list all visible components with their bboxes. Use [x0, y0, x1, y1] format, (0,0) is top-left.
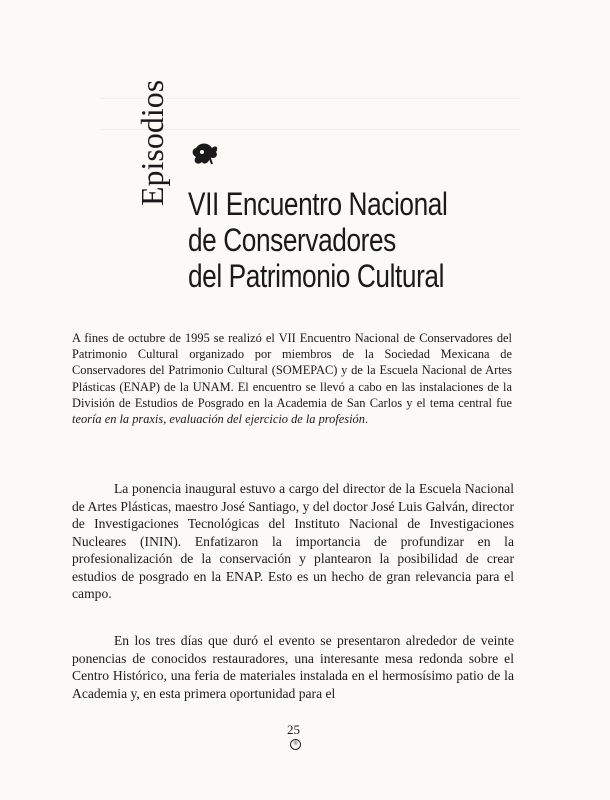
paragraph-intro [72, 330, 512, 427]
flourish-ornament-icon [190, 140, 220, 170]
article-title [188, 186, 448, 294]
page-number: 25 [287, 722, 300, 737]
paragraph-intro-text: A fines de octubre de 1995 se realizó el VII Encuentro Nacional de Conservadores del Patrimonio Cultural organizado por miembros de la Sociedad Mexicana de Conservadores del Patrimonio Cultural (SOMEPAC) y de la Escuela Nacional de Artes Plásticas (ENAP) de la UNAM. El encuentro se llevó a cabo en las instalaciones de la División de Estudios de Posgrado en la Academia de San Carlos y el tema central fue [72, 331, 512, 410]
registered-mark: ® [290, 739, 301, 750]
paragraph-intro-end: . [364, 412, 369, 427]
paragraph-event: En los tres días que duró el evento se presentaron alrededor de veinte ponencias de conocidos restauradores, una interesante mesa redonda sobre el Centro Histórico, una feria de materiales instalada en el hermosísimo patio de la Academia y, en esta primera oportunidad para el [72, 633, 514, 701]
title-line-1: VII Encuentro Nacional [188, 186, 448, 222]
paragraph-inaugural: La ponencia inaugural estuvo a cargo del director de la Escuela Nacional de Artes Plásticas, maestro José Santiago, y del doctor José Luis Galván, director de Investigaciones Tecnológicas del Instituto Nacional de Investigaciones Nucleares (ININ). Enfatizaron la importancia de profundizar en la profesionalización de la conservación y plantearon la posibilidad de crear estudios de posgrado en la ENAP. Esto es un hecho de gran relevancia para el campo. [72, 481, 514, 601]
title-line-2: de Conservadores [188, 222, 396, 258]
section-label: Episodios [134, 79, 170, 206]
paragraph-intro-emphasis: teoría en la praxis, evaluación del ejercicio de la profesión [72, 412, 365, 427]
title-line-3: del Patrimonio Cultural [188, 258, 445, 294]
